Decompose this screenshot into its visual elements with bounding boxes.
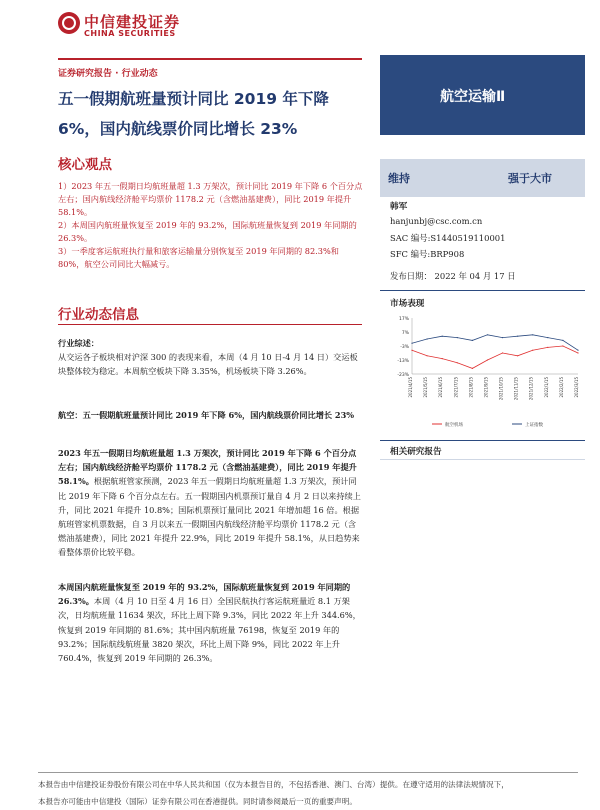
panel-divider-2 [380, 440, 585, 441]
footer-divider [38, 772, 578, 773]
footer-disclaimer [38, 776, 578, 810]
paragraph-2-body: 本周（4 月 10 日至 4 月 16 日）全国民航执行客运航班量近 8.1 万架次，日均航班量 11634 架次，环比上周下降 9.3%，同比 2022 年上升 344.6%，恢复到 2019 年同期的 81.6%；其中国内航班量 76198，恢复至 2019 年的 93.2%；国际航线航班量 3820 架次，环比上周下降 9%，同比 2022 年上升 760.4%，恢复到 2019 年同期的 26.3%。 [58, 596, 361, 664]
market-performance-chart [384, 312, 584, 432]
related-reports-label: 相关研究报告 [390, 447, 442, 457]
x-tick-label: 2022/1/15 [543, 377, 549, 398]
legend-label-1: 航空机场 [445, 423, 463, 428]
series-line-2 [412, 335, 578, 350]
paragraph-1 [58, 446, 363, 560]
series-2-point [547, 337, 548, 338]
series-1-point [411, 350, 412, 351]
footer-line-2: 本报告亦可能由中信建投（国际）证券有限公司在香港提供。同时请参阅最后一页的重要声明。 [38, 797, 357, 806]
paragraph-1-body: 根据航班管家预测，2023 年五一假期日均航班量超 1.3 万架次，预计同比 2019 年下降 6 个百分点左右。五一假期国内机票预订量自 4 月 2 日以来持续上升，同比 2021 年提升 10.8%；国际机票预订量同比 2021 年增加超 16 倍。根据航班管家机票数据，自 3 月以来五一假期国内航线经济舱平均票价 1178.2 元（含燃油基建费），同比 2021 年提升 22.9%，同比 2019 年提升 58.1%，从日趋势来看整体票价比较平稳。 [58, 476, 361, 558]
series-2-point [426, 338, 427, 339]
x-tick-label: 2021/12/15 [528, 377, 534, 401]
publish-date: 发布日期： 2022 年 04 月 17 日 [390, 271, 516, 281]
x-tick-label: 2021/10/15 [498, 377, 504, 401]
series-2-point [442, 336, 443, 337]
series-2-point [532, 334, 533, 335]
y-tick-label: -3% [400, 345, 409, 350]
core-point-3: 3）一季度客运航班执行量和旅客运输量分别恢复至 2019 年同期的 82.3%和 80%，航空公司同比大幅减亏。 [58, 246, 339, 269]
header-divider [58, 58, 362, 60]
series-1-point [472, 368, 473, 369]
x-tick-label: 2021/9/15 [483, 377, 489, 398]
series-2-point [472, 340, 473, 341]
analyst-name: 韩军 [390, 202, 408, 212]
x-tick-label: 2022/3/15 [574, 377, 579, 398]
x-tick-label: 2021/6/15 [438, 377, 444, 398]
industry-name: 航空运输Ⅱ [440, 89, 506, 105]
rating-bar [380, 159, 585, 197]
y-tick-label: 7% [401, 331, 409, 336]
company-logo-icon [58, 12, 80, 34]
rating-value: 强于大市 [508, 172, 552, 185]
x-tick-label: 2022/2/15 [558, 377, 564, 398]
logo-english-name: CHINA SECURITIES [84, 29, 176, 38]
x-tick-label: 2021/11/15 [513, 377, 519, 401]
series-1-point [426, 355, 427, 356]
analyst-sfc: SFC 编号:BRP908 [390, 249, 465, 259]
core-point-1: 1）2023 年五一假期日均航班量超 1.3 万架次，预计同比 2019 年下降 6 个百分点左右；国内航线经济舱平均票价 1178.2 元（含燃油基建费），同比 2019 年提升 58.1%。 [58, 181, 363, 217]
footer-line-1: 本报告由中信建投证券股份有限公司在中华人民共和国（仅为本报告目的，不包括香港、澳门、台湾）提供。在遵守适用的法律法规情况下， [38, 780, 509, 789]
series-1-point [577, 352, 578, 353]
rating-action: 维持 [388, 172, 410, 185]
series-2-point [502, 337, 503, 338]
core-points [58, 180, 363, 271]
series-2-point [457, 337, 458, 338]
overview-label: 行业综述： [58, 338, 99, 348]
panel-divider-3 [380, 459, 585, 460]
document-type: 证券研究报告 · 行业动态 [58, 69, 158, 79]
series-1-point [532, 350, 533, 351]
logo-chinese-name: 中信建投证券 [84, 13, 181, 31]
analyst-sac: SAC 编号:S1440519110001 [390, 233, 506, 243]
y-tick-label: -23% [397, 373, 409, 378]
legend-label-2: 上证指数 [525, 423, 543, 428]
series-2-point [562, 340, 563, 341]
series-1-point [547, 347, 548, 348]
series-1-point [517, 355, 518, 356]
x-tick-label: 2021/5/15 [423, 377, 429, 398]
paragraph-1-lead: 2023 年五一假期日均航班量超 1.3 万架次，预计同比 2019 年下降 6 个百分点左右；国内航线经济舱平均票价 1178.2 元（含燃油基建费），同比 2019 年提升 58.1%。 [58, 448, 357, 487]
series-2-point [487, 334, 488, 335]
core-view-heading: 核心观点 [58, 157, 112, 173]
series-1-point [562, 345, 563, 346]
paragraph-2 [58, 580, 363, 665]
overview-text: 从交运各子板块相对沪深 300 的表现来看，本周（4 月 10 日-4 月 14 日）交运板块整体较为稳定。本周航空板块下降 3.35%，机场板块下降 3.26%。 [58, 352, 358, 377]
x-tick-label: 2021/4/15 [408, 377, 413, 398]
y-tick-label: 17% [398, 317, 409, 322]
y-tick-label: -13% [397, 359, 409, 364]
analyst-email: hanjunbj@csc.com.cn [390, 216, 483, 226]
series-2-point [517, 336, 518, 337]
panel-divider-1 [380, 290, 585, 291]
series-line-1 [412, 346, 578, 368]
paragraph-2-lead: 本周国内航班量恢复至 2019 年的 93.2%，国际航班量恢复到 2019 年同期的 26.3%。 [58, 582, 351, 607]
market-performance-label: 市场表现 [390, 299, 425, 309]
series-1-point [502, 352, 503, 353]
industry-news-heading: 行业动态信息 [58, 307, 139, 323]
series-2-point [411, 343, 412, 344]
series-1-point [442, 358, 443, 359]
section-divider [58, 324, 362, 325]
core-point-2: 2）本周国内航班量恢复至 2019 年的 93.2%，国际航班量恢复到 2019 年同期的 26.3%。 [58, 220, 357, 243]
series-1-point [487, 359, 488, 360]
series-1-point [457, 362, 458, 363]
report-title: 五一假期航班量预计同比 2019 年下降 6%，国内航线票价同比增长 23% [58, 90, 329, 138]
industry-overview [58, 336, 363, 379]
x-tick-label: 2021/7/15 [453, 377, 459, 398]
aviation-subheading: 航空：五一假期航班量预计同比 2019 年下降 6%，国内航线票价同比增长 23% [58, 410, 355, 420]
series-2-point [577, 350, 578, 351]
x-tick-label: 2021/8/15 [468, 377, 474, 398]
